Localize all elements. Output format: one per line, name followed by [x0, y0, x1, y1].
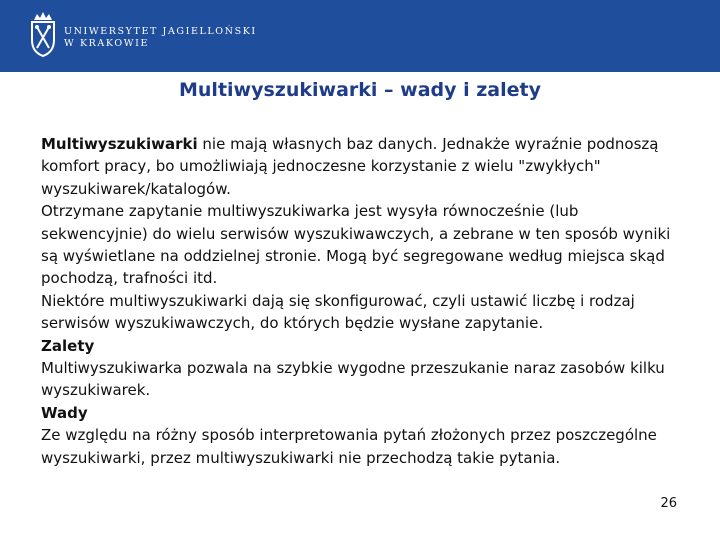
university-name-line1: UNIWERSYTET JAGIELLOŃSKI: [64, 26, 257, 37]
paragraph-config: Niektóre multiwyszukiwarki dają się skonfigurować, czyli ustawić liczbę i rodzaj serwisów wyszukiwawczych, do których będzie wysłane zapytanie.: [41, 291, 635, 333]
header-bar: [0, 0, 720, 72]
heading-pros: Zalety: [41, 336, 95, 355]
university-name: [64, 26, 257, 50]
university-name-line2: W KRAKOWIE: [64, 38, 149, 49]
pros-text: Multiwyszukiwarka pozwala na szybkie wygodne przeszukanie naraz zasobów kilku wyszukiwarek.: [41, 359, 665, 400]
heading-cons: Wady: [41, 403, 88, 422]
cons-text: Ze względu na różny sposób interpretowania pytań złożonych przez poszczególne wyszukiwarki, przez multiwyszukiwarki nie przechodzą takie pytania.: [41, 426, 657, 467]
slide-title: Multiwyszukiwarki – wady i zalety: [179, 79, 541, 101]
university-emblem-icon: [28, 10, 58, 58]
page-number: 26: [660, 496, 677, 511]
paragraph-query: Otrzymane zapytanie multiwyszukiwarka jest wysyła równocześnie (lub sekwencyjnie) do wielu serwisów wyszukiwawczych, a zebrane w ten sposób wyniki są wyświetlane na oddzielnej stronie. Mogą być segregowane według miejsca skąd pochodzą, trafności itd.: [41, 202, 671, 288]
paragraph-intro: [41, 133, 686, 200]
intro-text: nie mają własnych baz danych. Jednakże wyraźnie podnoszą komfort pracy, bo umożliwiają jednoczesne korzystanie z wielu "zwykłych" wyszukiwarek/katalogów.: [41, 135, 659, 198]
slide-content: [41, 133, 686, 469]
intro-term: Multiwyszukiwarki: [41, 135, 198, 153]
